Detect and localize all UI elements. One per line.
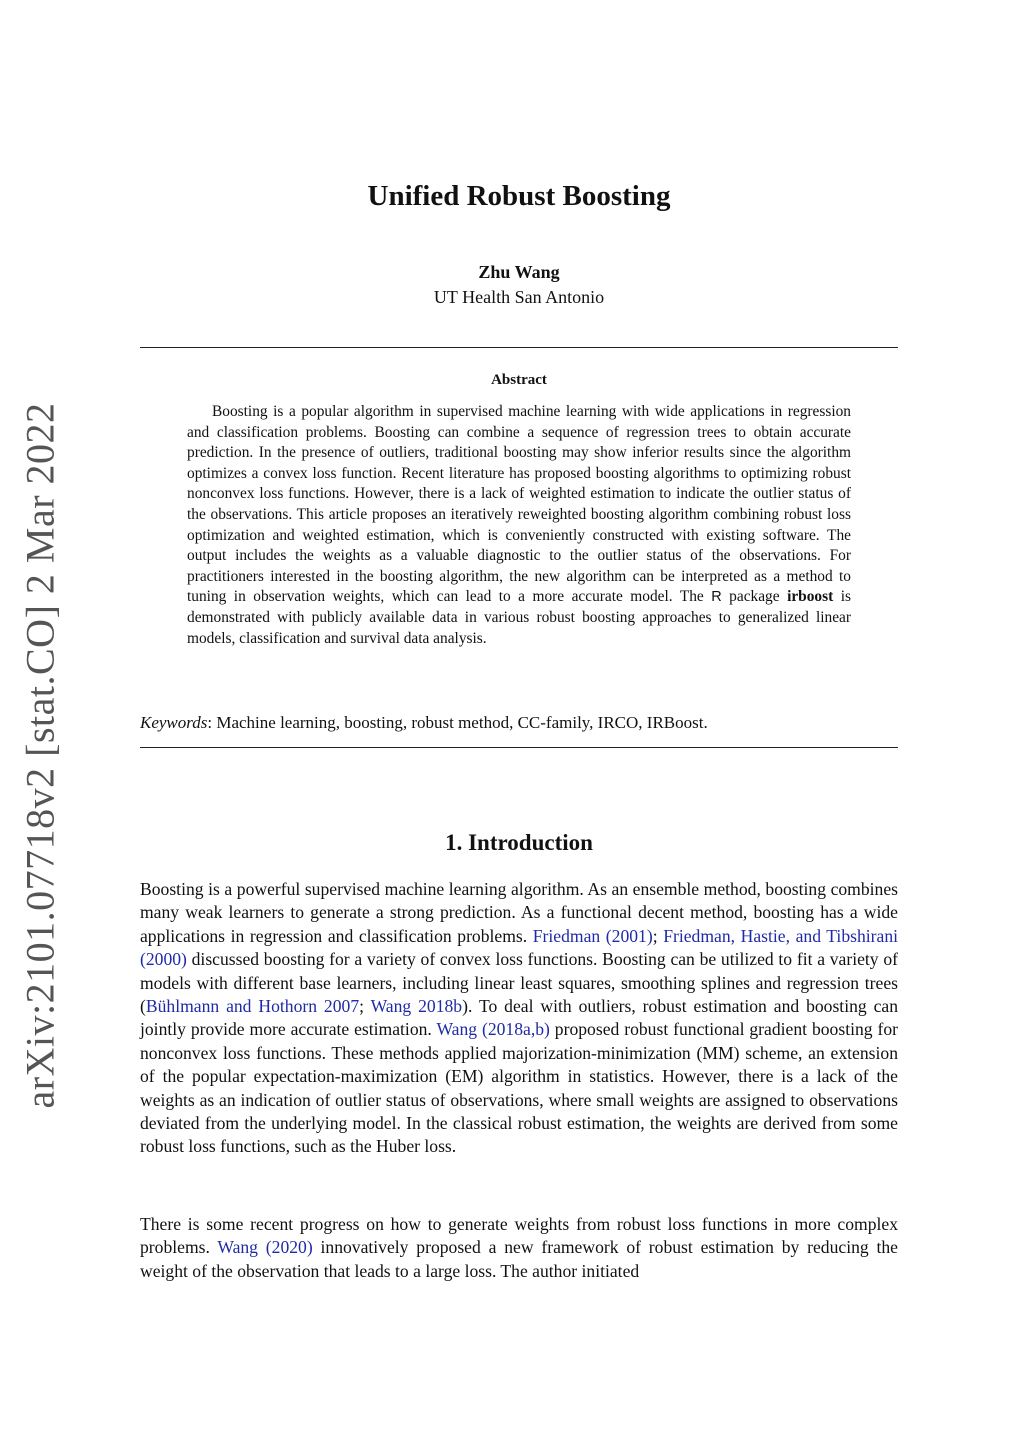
- citation-link[interactable]: Friedman, Hastie, and Tibshirani (2000): [140, 925, 898, 970]
- intro-paragraph-2: [140, 1213, 898, 1283]
- paragraph-text: ;: [359, 996, 371, 1017]
- paragraph-text: There is some recent progress on how to generate weights from robust loss functions in more complex problems.: [140, 1214, 898, 1258]
- paragraph-text: innovatively proposed a new framework of robust estimation by reducing the weight of the observation that leads to a large loss. The author initiated: [140, 1237, 898, 1281]
- keywords-line: [140, 713, 898, 733]
- paragraph-text: discussed boosting for a variety of convex loss functions. Boosting can be utilized to fit a variety of models with different base learners, including linear least squares, smoothing splines and regression trees (: [140, 949, 898, 1017]
- abstract-body: [187, 402, 851, 649]
- abstract-bottom-rule: [140, 747, 898, 748]
- arxiv-identifier-text: arXiv:2101.07718v2 [stat.CO] 2 Mar 2022: [17, 401, 63, 1109]
- package-name: irboost: [787, 588, 834, 606]
- intro-paragraph-1: [140, 878, 898, 1159]
- citation-link[interactable]: Friedman (2001): [532, 925, 653, 946]
- abstract-text-part-1: Boosting is a popular algorithm in supervised machine learning with wide applications in regression and classification problems. Boosting can combine a sequence of regression trees to obtain accurate prediction. In the presence of outliers, traditional boosting may show inferior results since the algorithm optimizes a convex loss function. Recent literature has proposed boosting algorithms to optimizing robust nonconvex loss functions. However, there is a lack of weighted estimation to indicate the outlier status of the observations. This article proposes an iteratively reweighted boosting algorithm combining robust loss optimization and weighted estimation, which is conveniently constructed with existing software. The output includes the weights as a valuable diagnostic to the outlier status of the observations. For practitioners interested in the boosting algorithm, the new algorithm can be interpreted as a method to tuning in observation weights, which can lead to a more accurate model. The: [187, 403, 851, 606]
- paragraph-text: ;: [652, 925, 664, 946]
- paragraph-text: proposed robust functional gradient boosting for nonconvex loss functions. These methods applied majorization-minimization (MM) scheme, an extension of the popular expectation-maximization (EM) algorithm in statistics. However, there is a lack of the weights as an indication of outlier status of observations, where small weights are assigned to observations deviated from the underlying model. In the classical robust estimation, the weights are derived from some robust loss functions, such as the Huber loss.: [140, 1019, 898, 1157]
- paper-title: Unified Robust Boosting: [367, 180, 671, 212]
- abstract-heading: Abstract: [491, 372, 547, 388]
- abstract-top-rule: [140, 347, 898, 348]
- keywords-list: : Machine learning, boosting, robust method, CC-family, IRCO, IRBoost.: [207, 713, 708, 732]
- paragraph-text: ). To deal with outliers, robust estimation and boosting can jointly provide more accurate estimation.: [140, 996, 898, 1040]
- software-name-r: R: [711, 589, 722, 606]
- abstract-text-part-3: is demonstrated with publicly available data in various robust boosting approaches to generalized linear models, classification and survival data analysis.: [187, 588, 851, 647]
- keywords-label: Keywords: [140, 713, 208, 732]
- paragraph-text: Boosting is a powerful supervised machine learning algorithm. As an ensemble method, boosting combines many weak learners to generate a strong prediction. As a functional decent method, boosting has a wide applications in regression and classification problems.: [140, 879, 898, 946]
- author-affiliation: UT Health San Antonio: [433, 287, 605, 307]
- section-heading-introduction: 1. Introduction: [445, 830, 593, 855]
- author-name: Zhu Wang: [478, 262, 560, 282]
- arxiv-identifier-stamp: [10, 401, 70, 1109]
- citation-link[interactable]: Wang (2018a,b): [436, 1019, 550, 1040]
- citation-link[interactable]: Wang (2020): [217, 1237, 313, 1258]
- citation-link[interactable]: Wang 2018b: [370, 996, 463, 1017]
- abstract-text-part-2: package: [721, 588, 788, 606]
- citation-link[interactable]: Bühlmann and Hothorn 2007: [145, 996, 360, 1017]
